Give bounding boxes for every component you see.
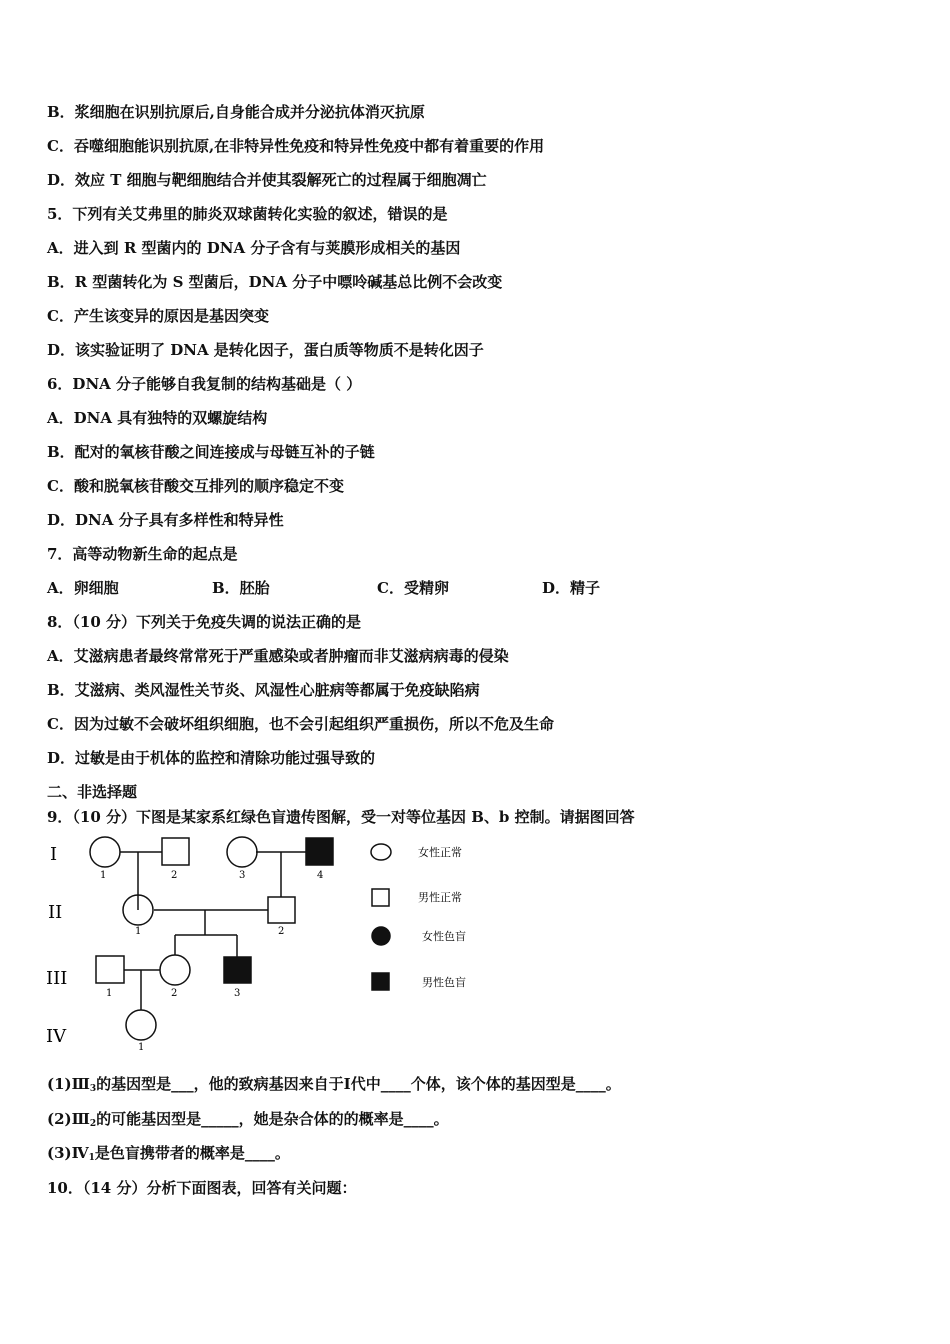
q6-option-d: D．DNA 分子具有多样性和特异性: [47, 511, 284, 529]
legend-label: 女性正常: [418, 846, 462, 859]
q4-option-b: B．浆细胞在识别抗原后,自身能合成并分泌抗体消灭抗原: [47, 103, 425, 121]
individual-number: 2: [171, 870, 178, 881]
generation-label: II: [48, 902, 63, 923]
individual-I-3-female-normal: [227, 837, 257, 867]
q6-stem: 6．DNA 分子能够自我复制的结构基础是（ ）: [47, 375, 362, 393]
q8-option-b: B．艾滋病、类风湿性关节炎、风湿性心脏病等都属于免疫缺陷病: [47, 681, 480, 699]
q7-option-c: C．受精卵: [377, 579, 449, 597]
legend-male-normal-icon: [372, 889, 389, 906]
q6-option-c: C．酸和脱氧核苷酸交互排列的顺序稳定不变: [47, 477, 344, 495]
legend-label: 男性色盲: [422, 976, 466, 989]
q4-option-d: D．效应 T 细胞与靶细胞结合并使其裂解死亡的过程属于细胞凋亡: [47, 171, 487, 189]
legend-female-normal-icon: [371, 844, 391, 860]
legend-label: 男性正常: [418, 891, 462, 904]
individual-I-4-male-colorblind: [306, 838, 333, 865]
q6-option-b: B．配对的氧核苷酸之间连接成与母链互补的子链: [47, 443, 375, 461]
q7-option-b: B．胚胎: [212, 579, 270, 597]
q6-option-a: A．DNA 具有独特的双螺旋结构: [47, 409, 268, 427]
section-heading: 二、非选择题: [47, 783, 138, 801]
individual-number: 3: [239, 870, 246, 881]
legend-female-colorblind-icon: [372, 927, 390, 945]
individual-II-2-male-normal: [268, 897, 295, 923]
q8-option-a: A．艾滋病患者最终常常死于严重感染或者肿瘤而非艾滋病病毒的侵染: [47, 647, 509, 665]
q5-option-b: B．R 型菌转化为 S 型菌后，DNA 分子中嘌呤碱基总比例不会改变: [47, 273, 503, 291]
individual-number: 1: [106, 988, 113, 999]
q8-stem: 8．（10 分）下列关于免疫失调的说法正确的是: [47, 613, 362, 631]
individual-I-1-female-normal: [90, 837, 120, 867]
q8-option-c: C．因为过敏不会破坏组织细胞，也不会引起组织严重损伤，所以不危及生命: [47, 715, 554, 733]
individual-number: 2: [171, 988, 178, 999]
individual-number: 1: [100, 870, 107, 881]
legend-label: 女性色盲: [422, 930, 466, 943]
q4-option-c: C．吞噬细胞能识别抗原,在非特异性免疫和特异性免疫中都有着重要的作用: [47, 137, 545, 155]
individual-number: 1: [135, 926, 142, 937]
individual-number: 2: [278, 926, 285, 937]
q9-subquestion-1: $(1)Ⅲ_3$的基因型是___，他的致病基因来自于Ⅰ代中____个体，该个体的基因型是____。: [47, 1075, 621, 1094]
individual-III-1-male-normal: [96, 956, 124, 983]
q7-option-d: D．精子: [542, 579, 601, 597]
individual-III-3-male-colorblind: [224, 957, 251, 983]
q5-option-c: C．产生该变异的原因是基因突变: [47, 307, 269, 325]
q5-option-a: A．进入到 R 型菌内的 DNA 分子含有与荚膜形成相关的基因: [47, 239, 461, 257]
individual-number: 4: [317, 870, 324, 881]
individual-number: 3: [234, 988, 241, 999]
q8-option-d: D．过敏是由于机体的监控和清除功能过强导致的: [47, 749, 376, 767]
q9-subquestion-3: $(3)Ⅳ_1$是色盲携带者的概率是____。: [47, 1144, 290, 1163]
q10-stem: 10．（14 分）分析下面图表，回答有关问题：: [47, 1179, 357, 1197]
q9-subquestion-2: $(2)Ⅲ_2$的可能基因型是_____，她是杂合体的的概率是____。: [47, 1110, 449, 1129]
generation-label: IV: [46, 1026, 67, 1047]
legend-male-colorblind-icon: [372, 973, 389, 990]
individual-number: 1: [138, 1042, 145, 1053]
q9-stem: 9．（10 分）下图是某家系红绿色盲遗传图解，受一对等位基因 B、b 控制。请据图回答: [47, 808, 635, 826]
individual-I-2-male-normal: [162, 838, 189, 865]
individual-III-2-female-normal: [160, 955, 190, 985]
generation-label: I: [50, 844, 58, 865]
q7-stem: 7．高等动物新生命的起点是: [47, 545, 238, 563]
q5-option-d: D．该实验证明了 DNA 是转化因子，蛋白质等物质不是转化因子: [47, 341, 484, 359]
individual-IV-1-female-normal: [126, 1010, 156, 1040]
q7-option-a: A．卵细胞: [47, 579, 119, 597]
q5-stem: 5．下列有关艾弗里的肺炎双球菌转化实验的叙述，错误的是: [47, 205, 448, 223]
generation-label: III: [46, 968, 68, 989]
pedigree-diagram: [40, 832, 510, 1058]
